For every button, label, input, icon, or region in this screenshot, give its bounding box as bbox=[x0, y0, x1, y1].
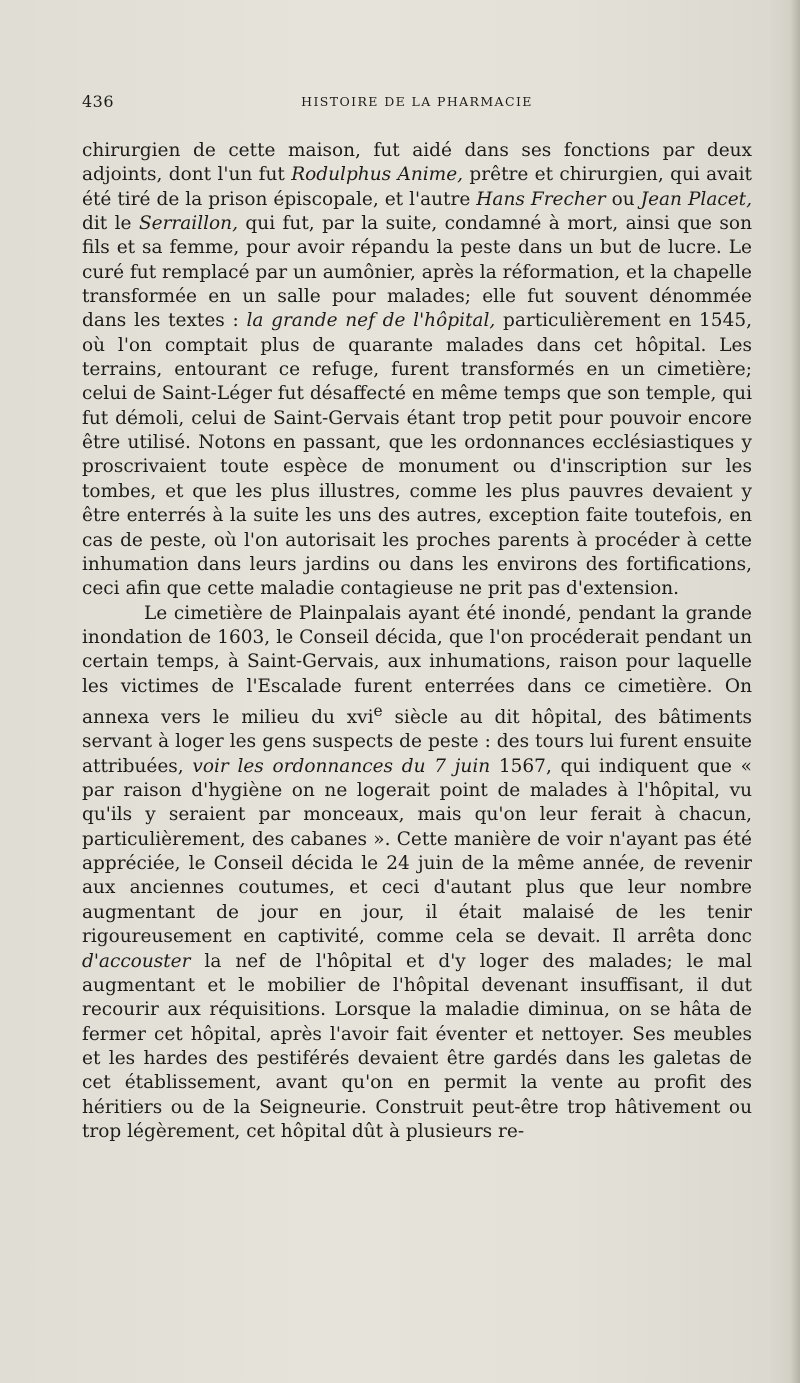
italic-reference: voir les ordonnances du 7 juin bbox=[192, 755, 491, 777]
page-number: 436 bbox=[82, 92, 115, 111]
italic-name: Hans Frecher bbox=[476, 188, 606, 210]
italic-name: Serraillon, bbox=[138, 213, 238, 235]
century-superscript: e bbox=[373, 701, 383, 720]
text-run: siècle au dit hôpital, des bâtiments servant à loger les gens suspects de peste : des tours lui furent ensuite attribuées, bbox=[82, 707, 752, 777]
text-run: particulièrement en 1545, où l'on comptait plus de quarante malades dans cet hôpital. Les terrains, entourant ce refuge, furent transformés en un cimetière; celui de Saint-Léger fut désaffecté en même temps que son temple, qui fut démoli, celui de Saint-Gervais étant trop petit pour pouvoir encore être utilisé. Notons en passant, que les ordonnances ecclésiastiques y proscrivaient toute espèce de monument ou d'inscription sur les tombes, et que les plus illustres, comme les plus pauvres devaient y être enterrés à la suite les uns des autres, exception faite toutefois, en cas de peste, où l'on autorisait les proches parents à procéder à cette inhumation dans leurs jardins ou dans les environs des fortifications, ceci afin que cette maladie contagieuse ne prit pas d'extension. bbox=[82, 310, 752, 600]
century-numeral: xvi bbox=[346, 707, 374, 729]
italic-phrase: la grande nef de l'hôpital, bbox=[246, 310, 496, 332]
text-run: chirurgien de cette maison, fut aidé dans ses fonctions par deux adjoints, dont l'un fut bbox=[82, 140, 752, 186]
italic-word: d'accouster bbox=[82, 950, 191, 972]
text-run: ou bbox=[605, 188, 641, 210]
italic-name: Jean Placet, bbox=[640, 188, 752, 210]
text-run: prêtre et chirurgien, qui avait été tiré de la prison épiscopale, et l'autre bbox=[82, 164, 752, 210]
page-header bbox=[82, 92, 752, 116]
italic-name: Rodulphus Anime, bbox=[291, 164, 464, 186]
paragraph-1 bbox=[82, 139, 752, 602]
page-edge-shadow bbox=[790, 0, 800, 1383]
text-run: dit le bbox=[82, 213, 139, 235]
paragraph-2 bbox=[82, 602, 752, 1145]
body-text bbox=[82, 139, 752, 1144]
text-run: la nef de l'hôpital et d'y loger des malades; le mal augmentant et le mobilier de l'hôpital devenant insuffisant, il dut recourir aux réquisitions. Lorsque la maladie diminua, on se hâta de fermer cet hôpital, après l'avoir fait éventer et nettoyer. Ses meubles et les hardes des pestiférés devaient être gardés dans les galetas de cet établissement, avant qu'on en permit la vente au profit des héritiers ou de la Seigneurie. Construit peut-être trop hâtivement ou trop légèrement, cet hôpital dût à plusieurs re- bbox=[82, 950, 752, 1142]
running-title: HISTOIRE DE LA PHARMACIE bbox=[301, 94, 533, 109]
text-run: Le cimetière de Plainpalais ayant été inondé, pendant la grande inondation de 1603, le Conseil décida, que l'on procéderait pendant un certain temps, à Saint-Gervais, aux inhumations, raison pour laquelle les victimes de l'Escalade furent enterrées dans ce cimetière. On annexa vers le milieu du bbox=[82, 602, 752, 729]
text-run: qui fut, par la suite, condamné à mort, ainsi que son fils et sa femme, pour avoir répandu la peste dans un but de lucre. Le curé fut remplacé par un aumônier, après la réformation, et la chapelle transformée en un salle pour malades; elle fut souvent dénommée dans les textes : bbox=[82, 213, 752, 332]
text-run: 1567, qui indiquent que « par raison d'hygiène on ne logerait point de malades à l'hôpital, vu qu'ils y seraient par monceaux, mais qu'on leur ferait à chacun, particulièrement, des cabanes ». Cette manière de voir n'ayant pas été appréciée, le Conseil décida le 24 juin de la même année, de revenir aux anciennes coutumes, et ceci d'autant plus que leur nombre augmentant de jour en jour, il était malaisé de les tenir rigoureusement en captivité, comme cela se devait. Il arrêta donc bbox=[82, 755, 752, 948]
